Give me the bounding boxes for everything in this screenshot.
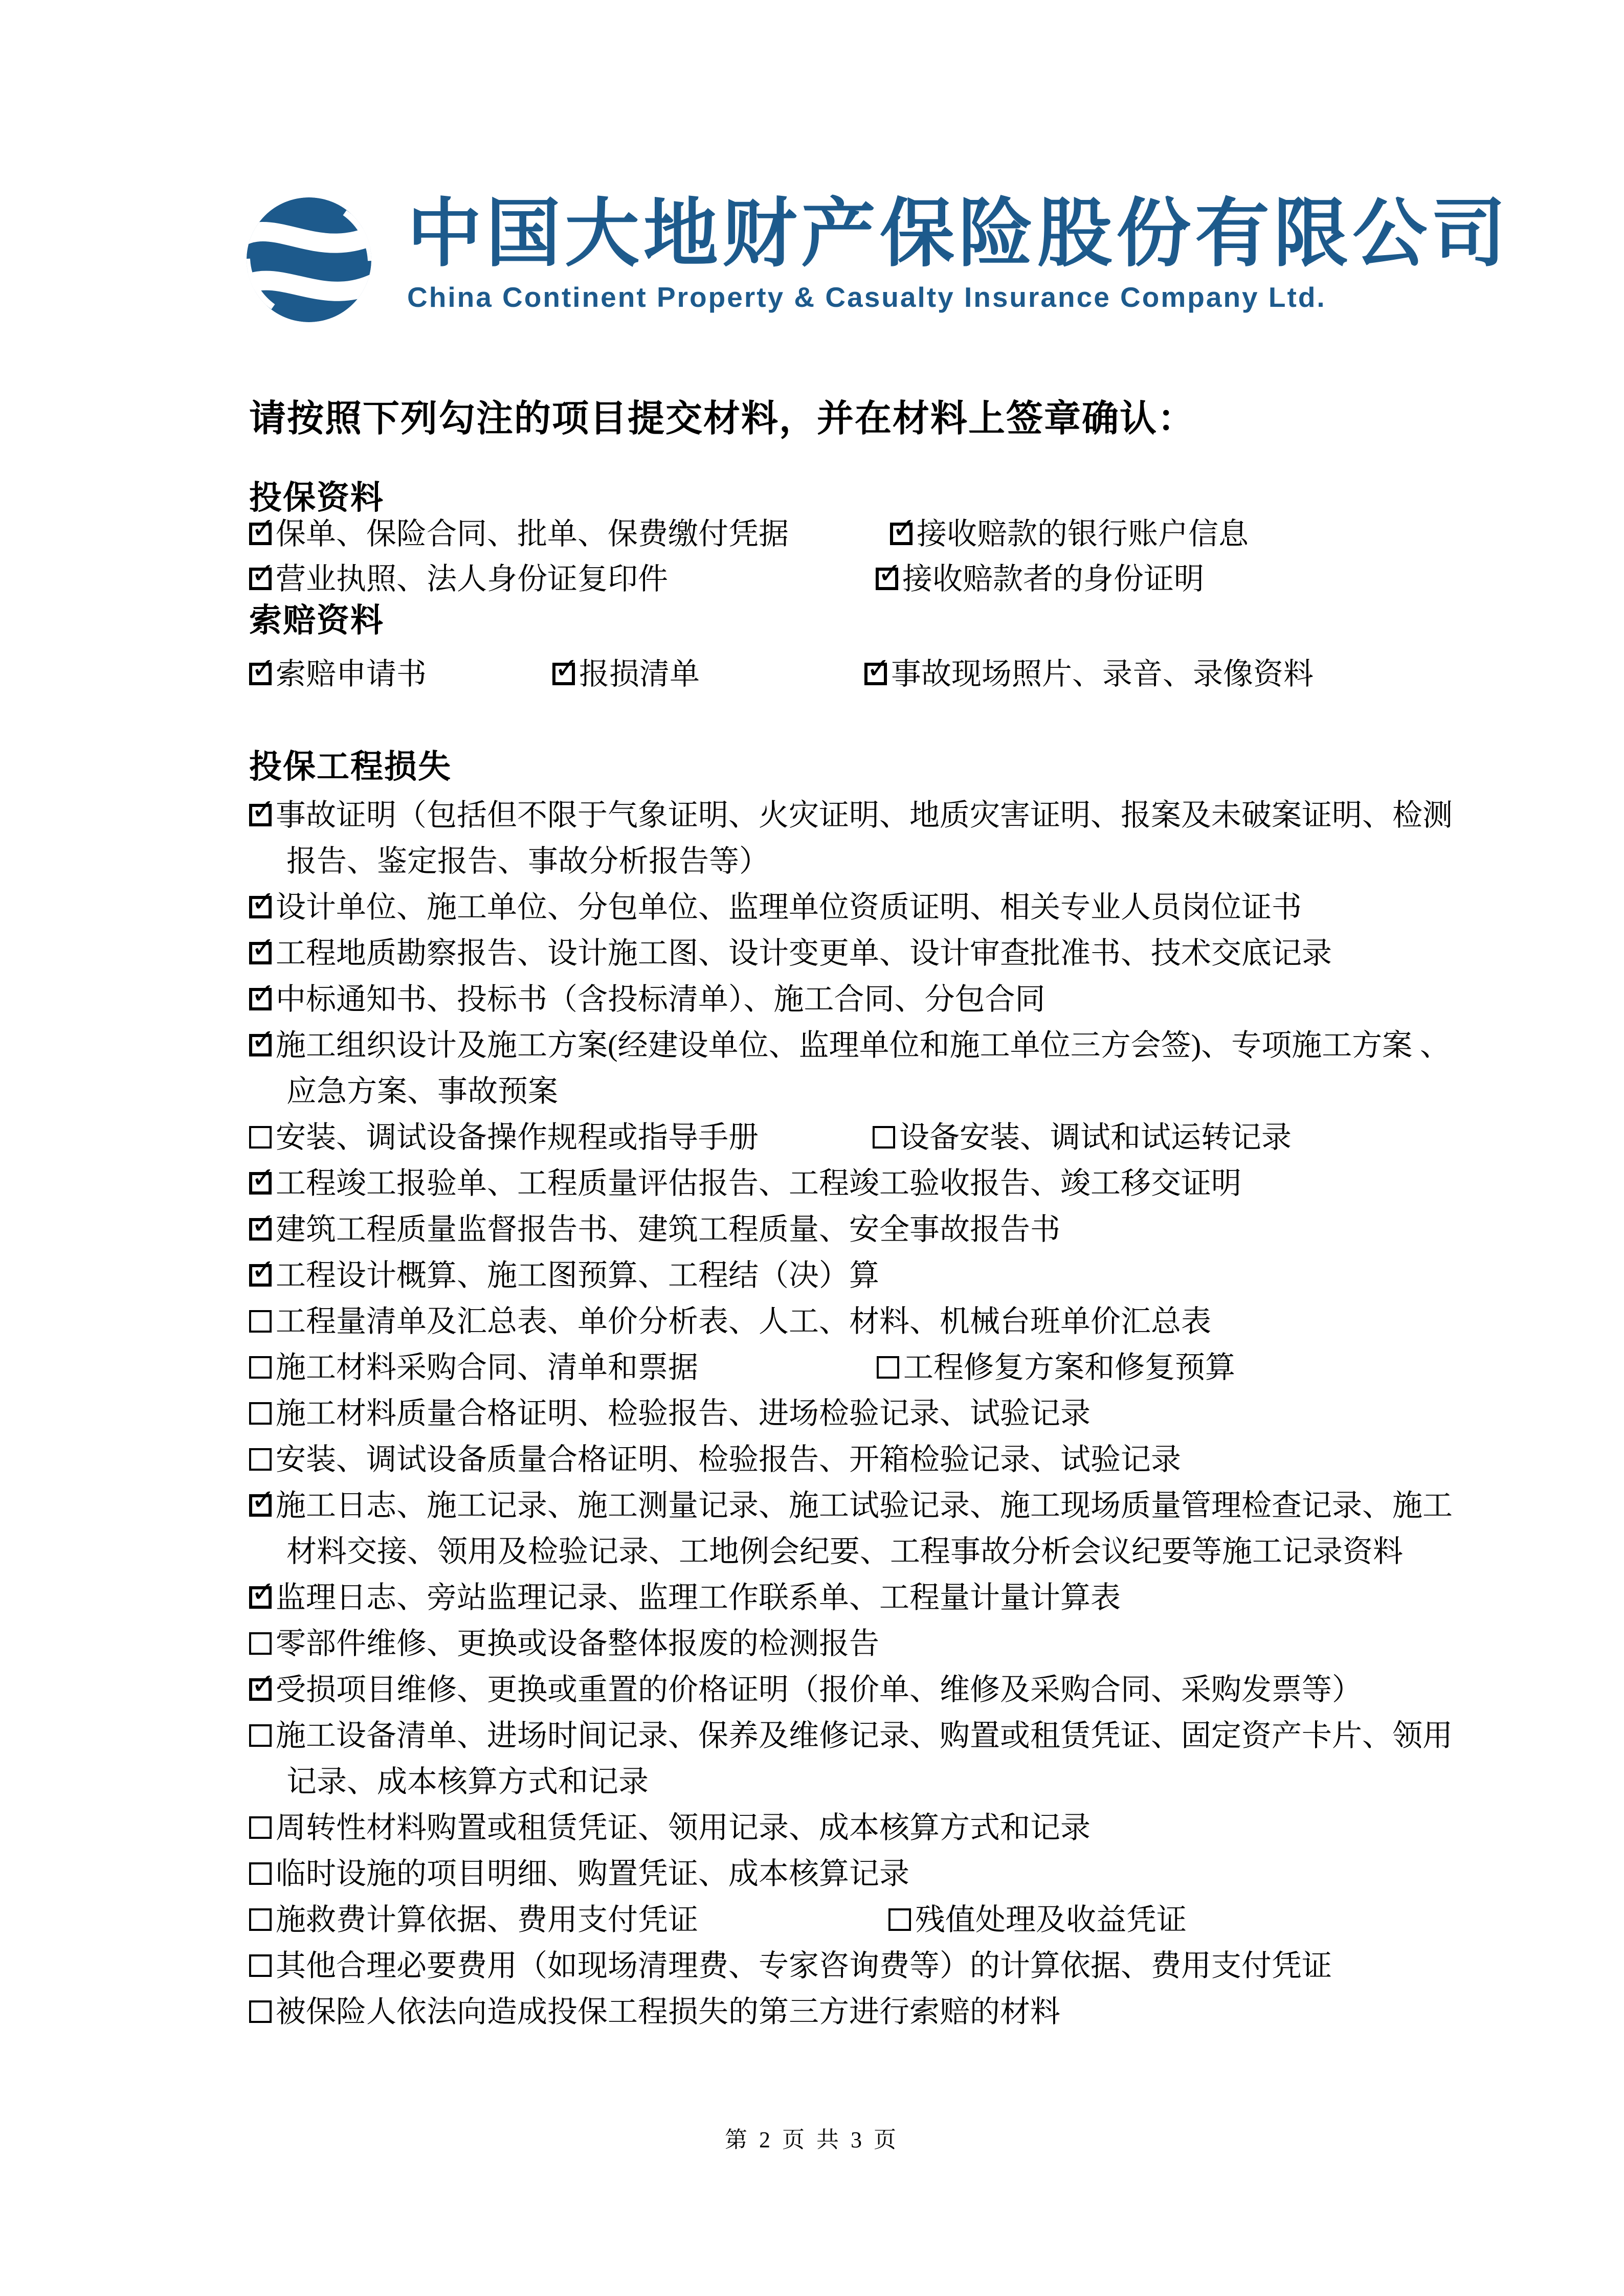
checkmark-glyph: ✓ (251, 931, 275, 964)
checklist-line (0, 1023, 1624, 1073)
checklist-line (0, 1575, 1624, 1625)
checklist-line (0, 512, 1624, 561)
checklist-item-label: 施工材料质量合格证明、检验报告、进场检验记录、试验记录 (276, 1397, 1091, 1430)
checklist-line (0, 885, 1624, 935)
checkmark-glyph: ✓ (878, 557, 902, 590)
checkmark-glyph: ✓ (251, 1575, 275, 1609)
company-name-zh: 中国大地财产保险股份有限公司 (407, 192, 1510, 275)
checklist-item (249, 1161, 1242, 1202)
section-title: 投保工程损失 (249, 749, 452, 785)
checkmark-glyph: ✓ (251, 512, 275, 545)
checklist-item (249, 1441, 1181, 1478)
checklist-line (0, 1161, 1624, 1211)
checkmark-glyph: ✓ (251, 977, 275, 1010)
checklist-line (0, 1947, 1624, 1993)
checklist-line (0, 1993, 1624, 2039)
checklist-item-label: 材料交接、领用及检验记录、工地例会纪要、工程事故分析会议纪要等施工记录资料 (286, 1535, 1404, 1568)
checklist-line (0, 1533, 1624, 1579)
checklist-item (249, 1901, 698, 1938)
checklist-item-label: 工程修复方案和修复预算 (903, 1350, 1236, 1384)
checklist-item (249, 1483, 1453, 1524)
checkmark-glyph: ✓ (892, 512, 916, 545)
checklist-item (249, 1668, 1363, 1708)
checkbox-checked-icon (249, 931, 275, 964)
checklist-item-label: 事故证明（包括但不限于气象证明、火灾证明、地质灾害证明、报案及未破案证明、检测 (276, 798, 1453, 832)
checkmark-glyph: ✓ (251, 1253, 275, 1287)
checkbox-unchecked-icon (249, 1356, 272, 1379)
checklist-item (249, 1023, 1451, 1064)
checkmark-glyph: ✓ (251, 885, 275, 918)
checkmark-glyph: ✓ (251, 557, 275, 590)
checklist-item (249, 1253, 880, 1294)
checklist-item (249, 1947, 1332, 1984)
checklist-item-label: 报损清单 (579, 657, 700, 691)
checklist-line (0, 1395, 1624, 1441)
checklist-item-label: 工程竣工报验单、工程质量评估报告、工程竣工验收报告、竣工移交证明 (276, 1166, 1242, 1200)
checklist-item-label: 中标通知书、投标书（含投标清单）、施工合同、分包合同 (276, 982, 1045, 1016)
checklist-item-label: 周转性材料购置或租赁凭证、领用记录、成本核算方式和记录 (276, 1811, 1091, 1844)
checklist-item-label: 安装、调试设备操作规程或指导手册 (276, 1120, 759, 1154)
checklist-item (249, 1625, 879, 1662)
checklist-line (0, 1441, 1624, 1487)
checklist-continuation (286, 1073, 558, 1110)
checklist-item-label: 残值处理及收益凭证 (915, 1903, 1187, 1937)
checkbox-checked-icon (249, 1483, 275, 1517)
checklist-item-label: 安装、调试设备质量合格证明、检验报告、开箱检验记录、试验记录 (276, 1443, 1182, 1476)
checkbox-unchecked-icon (877, 1356, 899, 1379)
checklist-line (0, 1207, 1624, 1257)
checkbox-checked-icon (249, 1668, 275, 1701)
checkbox-unchecked-icon (249, 1632, 272, 1655)
checklist-item-label: 工程地质勘察报告、设计施工图、设计变更单、设计审查批准书、技术交底记录 (276, 936, 1332, 970)
checklist-item-label: 施工日志、施工记录、施工测量记录、施工试验记录、施工现场质量管理检查记录、施工 (276, 1489, 1453, 1522)
checkbox-unchecked-icon (249, 1862, 272, 1885)
checklist-item (552, 652, 700, 692)
checklist-item (249, 512, 789, 552)
checkbox-checked-icon (890, 512, 916, 545)
page-title: 请按照下列勾注的项目提交材料，并在材料上签章确认： (249, 398, 1196, 439)
checklist-item-label: 工程量清单及汇总表、单价分析表、人工、材料、机械台班单价汇总表 (276, 1304, 1212, 1338)
checklist-item-label: 事故现场照片、录音、录像资料 (891, 657, 1314, 691)
checklist-item (249, 1207, 1061, 1248)
checklist-line (0, 1073, 1624, 1119)
checkmark-glyph: ✓ (251, 1023, 275, 1056)
checklist-item (873, 1119, 1292, 1156)
checklist-continuation (286, 1533, 1403, 1570)
company-name-block (407, 193, 1510, 313)
checklist-continuation (286, 843, 769, 880)
checklist-line (0, 1809, 1624, 1855)
checklist-item-label: 接收赔款的银行账户信息 (917, 517, 1249, 551)
checkbox-unchecked-icon (249, 2000, 272, 2023)
checklist-line (0, 843, 1624, 889)
checklist-item (249, 1575, 1121, 1616)
checklist-item-label: 应急方案、事故预案 (286, 1074, 559, 1108)
checkbox-unchecked-icon (249, 1126, 272, 1149)
checklist-line (0, 1483, 1624, 1533)
checkbox-unchecked-icon (249, 1724, 272, 1747)
checklist-line (0, 1668, 1624, 1717)
checklist-item (249, 1303, 1211, 1340)
checkmark-glyph: ✓ (251, 1161, 275, 1195)
checkbox-unchecked-icon (249, 1908, 272, 1931)
checklist-item (864, 652, 1314, 692)
checklist-line (0, 793, 1624, 843)
checkbox-unchecked-icon (249, 1954, 272, 1977)
checklist-item-label: 施救费计算依据、费用支付凭证 (276, 1903, 699, 1937)
checkbox-checked-icon (249, 557, 275, 590)
checklist-continuation (286, 1763, 649, 1800)
checklist-item-label: 被保险人依法向造成投保工程损失的第三方进行索赔的材料 (276, 1995, 1061, 2029)
checklist-item (249, 1119, 759, 1156)
checklist-item (249, 557, 669, 597)
checklist-item-label: 建筑工程质量监督报告书、建筑工程质量、安全事故报告书 (276, 1212, 1061, 1246)
checklist-item-label: 零部件维修、更换或设备整体报废的检测报告 (276, 1627, 880, 1660)
checkbox-unchecked-icon (873, 1126, 895, 1149)
checklist-item (249, 977, 1045, 1018)
checklist-line (0, 1855, 1624, 1901)
checklist-line (0, 652, 1624, 702)
checkmark-glyph: ✓ (866, 652, 891, 685)
checkbox-checked-icon (876, 557, 902, 590)
checklist-line (0, 1253, 1624, 1303)
checkbox-checked-icon (249, 1575, 275, 1609)
checklist-item (249, 1349, 698, 1386)
checkmark-glyph: ✓ (251, 1207, 275, 1241)
checkbox-checked-icon (249, 885, 275, 918)
checklist-item-label: 受损项目维修、更换或重置的价格证明（报价单、维修及采购合同、采购发票等） (276, 1673, 1363, 1706)
checklist-item (249, 652, 427, 692)
checklist-item (249, 1717, 1453, 1754)
checklist-item-label: 接收赔款者的身份证明 (902, 562, 1205, 596)
checklist-item-label: 保单、保险合同、批单、保费缴付凭据 (276, 517, 789, 551)
checkbox-unchecked-icon (249, 1310, 272, 1333)
checklist-item (249, 793, 1453, 834)
checklist-item (249, 931, 1332, 972)
checklist-item (877, 1349, 1235, 1386)
checklist-item (890, 512, 1249, 552)
checklist-item-label: 施工设备清单、进场时间记录、保养及维修记录、购置或租赁凭证、固定资产卡片、领用 (276, 1719, 1453, 1752)
checkbox-checked-icon (552, 652, 579, 685)
checklist-item-label: 施工材料采购合同、清单和票据 (276, 1350, 699, 1384)
checklist-item-label: 报告、鉴定报告、事故分析报告等） (286, 844, 770, 878)
checklist-line (0, 931, 1624, 981)
checklist-item-label: 设备安装、调试和试运转记录 (899, 1120, 1292, 1154)
checklist-item (249, 1855, 909, 1892)
checkmark-glyph: ✓ (251, 652, 275, 685)
checkbox-checked-icon (249, 1161, 275, 1195)
section-title: 投保资料 (249, 480, 384, 516)
checkbox-checked-icon (249, 793, 275, 826)
checklist-line (0, 1119, 1624, 1165)
checklist-item-label: 索赔申请书 (276, 657, 427, 691)
checklist-item-label: 其他合理必要费用（如现场清理费、专家咨询费等）的计算依据、费用支付凭证 (276, 1949, 1332, 1983)
globe-wave-logo-icon (244, 195, 373, 324)
checklist-item (249, 1993, 1060, 2030)
checklist-item-label: 工程设计概算、施工图预算、工程结（决）算 (276, 1258, 880, 1292)
checkmark-glyph: ✓ (554, 652, 579, 685)
checklist-line (0, 1303, 1624, 1349)
checkbox-unchecked-icon (249, 1448, 272, 1471)
checklist-item-label: 营业执照、法人身份证复印件 (276, 562, 669, 596)
page-footer: 第 2 页 共 3 页 (725, 2127, 899, 2152)
checkbox-checked-icon (249, 1207, 275, 1241)
checklist-line (0, 1763, 1624, 1809)
checklist-line (0, 1349, 1624, 1395)
checklist-line (0, 977, 1624, 1027)
checkbox-unchecked-icon (249, 1402, 272, 1425)
checkbox-checked-icon (249, 1023, 275, 1056)
checkbox-checked-icon (249, 652, 275, 685)
checkbox-checked-icon (249, 512, 275, 545)
checklist-line (0, 557, 1624, 606)
checklist-item-label: 设计单位、施工单位、分包单位、监理单位资质证明、相关专业人员岗位证书 (276, 890, 1302, 924)
company-name-en: China Continent Property & Casualty Insurance Company Ltd. (407, 281, 1326, 313)
checkmark-glyph: ✓ (251, 793, 275, 826)
checklist-item (876, 557, 1205, 597)
checklist-item (888, 1901, 1187, 1938)
checkbox-unchecked-icon (249, 1816, 272, 1839)
checklist-item (249, 1809, 1091, 1846)
checklist-item-label: 临时设施的项目明细、购置凭证、成本核算记录 (276, 1857, 910, 1890)
checklist-item-label: 记录、成本核算方式和记录 (286, 1765, 649, 1798)
checkbox-checked-icon (864, 652, 891, 685)
checkbox-checked-icon (249, 977, 275, 1010)
checklist-item-label: 施工组织设计及施工方案(经建设单位、监理单位和施工单位三方会签)、专项施工方案 、 (276, 1028, 1451, 1062)
checkbox-checked-icon (249, 1253, 275, 1287)
checklist-line (0, 1717, 1624, 1763)
checkbox-unchecked-icon (888, 1908, 911, 1931)
checklist-line (0, 1625, 1624, 1671)
checkmark-glyph: ✓ (251, 1483, 275, 1517)
section-title: 索赔资料 (249, 602, 384, 639)
checklist-item (249, 885, 1302, 926)
checkmark-glyph: ✓ (251, 1668, 275, 1701)
checklist-line (0, 1901, 1624, 1947)
checklist-item (249, 1395, 1091, 1432)
checklist-item-label: 监理日志、旁站监理记录、监理工作联系单、工程量计量计算表 (276, 1581, 1121, 1614)
